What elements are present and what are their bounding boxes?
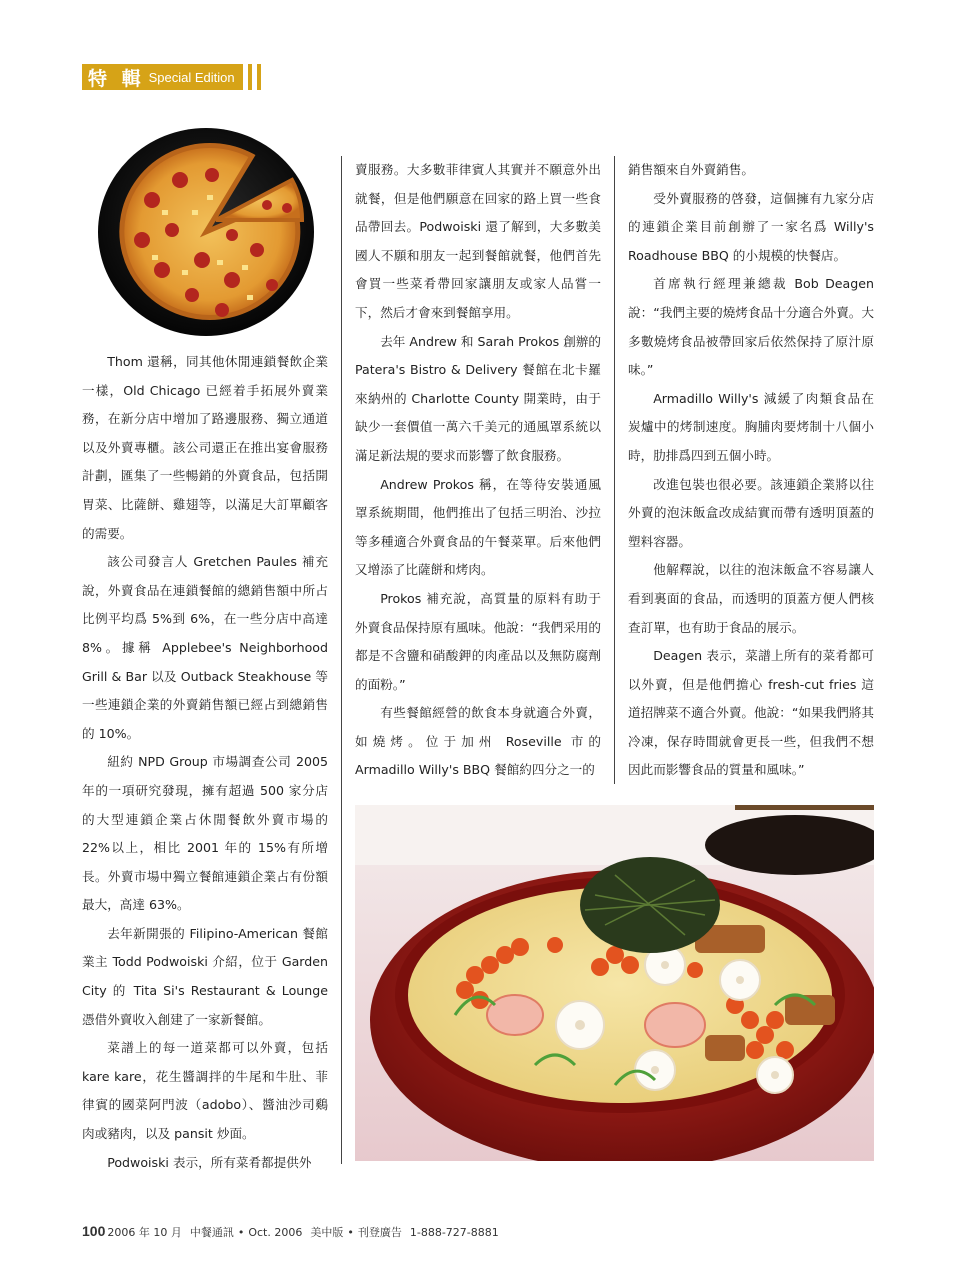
column-divider (341, 156, 342, 1164)
section-tag-en: Special Edition (148, 69, 235, 85)
header-bar (248, 64, 252, 90)
paragraph: 首席執行經理兼總裁 Bob Deagen 說：“我們主要的燒烤食品十分適合外賣。大多數燒烤食品被帶回家后依然保持了原汁原味。” (628, 276, 874, 378)
text-column-3 (628, 156, 874, 785)
pizza-photo (92, 120, 320, 340)
header-bar (257, 64, 261, 90)
column-divider (614, 156, 615, 784)
paragraph: 賣服務。大多數菲律賓人其實并不願意外出就餐，但是他們願意在回家的路上買一些食品帶回去。Podwoiski 還了解到，大多數美國人不願和朋友一起到餐館就餐，他們首先會買一些菜肴帶回家讓朋友或家人品嘗一下，然后才會來到餐館享用。 (355, 162, 601, 320)
paragraph: Andrew Prokos 稱，在等待安裝通風罩系統期間，他們推出了包括三明治、沙拉等多種適合外賣食品的午餐菜單。后來他們又增添了比薩餅和烤肉。 (355, 476, 601, 578)
paragraph: Prokos 補充說，高質量的原料有助于外賣食品保持原有風味。他說：“我們采用的都是不含鹽和硝酸鉀的肉產品以及無防腐劑的面粉。” (355, 590, 601, 692)
paragraph: 銷售額來自外賣銷售。 (628, 162, 754, 177)
paragraph: Thom 還稱，同其他休閒連鎖餐飲企業一樣，Old Chicago 已經着手拓展外賣業務，在新分店中增加了路邊服務、獨立通道以及外賣專櫃。該公司還正在推出宴會服務計劃，匯集了一些暢銷的外賣食品，包括開胃菜、比薩餅、雞翅等，以滿足大訂單顧客的需要。 (82, 354, 328, 541)
paragraph: 該公司發言人 Gretchen Paules 補充說，外賣食品在連鎖餐館的總銷售額中所占比例平均爲 5%到 6%，在一些分店中高達 8%。據稱 Applebee's Neighborhood Grill & Bar 以及 Outback Steakhouse 等一些連鎖企業的外賣銷售額已經占到總銷售的 10%。 (82, 554, 328, 741)
footer-publication: 中餐通訊 (189, 1226, 234, 1239)
text-column-2 (355, 156, 601, 785)
footer-date-en: Oct. 2006 (248, 1226, 303, 1239)
footer-ad: 刊登廣告 (357, 1226, 402, 1239)
page-footer: 100 2006 年 10 月 中餐通訊 • Oct. 2006 美中版 • 刊登廣告 1-888-727-8881 (82, 1223, 499, 1239)
paragraph: 改進包裝也很必要。該連鎖企業將以往外賣的泡沫飯盒改成結實而帶有透明頂蓋的塑料容器。 (628, 476, 874, 549)
paragraph: 去年新開張的 Filipino-American 餐館業主 Todd Podwoiski 介紹，位于 Garden City 的 Tita Si's Restaurant & Lounge 憑借外賣收入創建了一家新餐館。 (82, 925, 328, 1027)
paragraph: 去年 Andrew 和 Sarah Prokos 創辦的 Patera's Bistro & Delivery 餐館在北卡羅來納州的 Charlotte County 開業時，由于缺少一套價值一萬六千美元的通風罩系統以滿足新法規的要求而影響了飲食服務。 (355, 333, 601, 463)
paragraph: 他解釋說，以往的泡沫飯盒不容易讓人看到裏面的食品，而透明的頂蓋方便人們核查訂單，也有助于食品的展示。 (628, 562, 874, 635)
footer-edition: 美中版 (310, 1226, 344, 1239)
page-number: 100 (82, 1223, 106, 1239)
section-tag (82, 64, 243, 90)
rice-bowl-photo (355, 805, 874, 1161)
paragraph: Armadillo Willy's 減緩了肉類食品在炭爐中的烤制速度。胸脯肉要烤制十八個小時，肋排爲四到五個小時。 (628, 390, 874, 463)
paragraph: 紐約 NPD Group 市場調查公司 2005 年的一項研究發現，擁有超過 500 家分店的大型連鎖企業占休閒餐飲外賣市場的 22%以上，相比 2001 年的 15%有所增長。外賣市場中獨立餐館連鎖企業占有份額最大，高達 63%。 (82, 754, 328, 913)
footer-phone: 1-888-727-8881 (409, 1226, 499, 1239)
paragraph: 有些餐館經營的飲食本身就適合外賣，如燒烤。位于加州 Roseville 市的 Armadillo Willy's BBQ 餐館約四分之一的 (355, 705, 601, 778)
section-tag-cn: 特 輯 (88, 67, 145, 90)
text-column-1 (82, 348, 328, 1177)
paragraph: 受外賣服務的啓發，這個擁有九家分店的連鎖企業目前創辦了一家名爲 Willy's Roadhouse BBQ 的小規模的快餐店。 (628, 190, 874, 263)
section-header (82, 64, 261, 90)
paragraph: 菜譜上的每一道菜都可以外賣，包括 kare kare，花生醬調拌的牛尾和牛肚、菲律賓的國菜阿門波（adobo）、醬油沙司鷄肉或豬肉，以及 pansit 炒面。 (82, 1040, 328, 1142)
footer-date-cn: 2006 年 10 月 (107, 1226, 182, 1239)
paragraph: Podwoiski 表示，所有菜肴都提供外 (107, 1154, 312, 1170)
paragraph: Deagen 表示，菜譜上所有的菜肴都可以外賣，但是他們擔心 fresh-cut fries 這道招牌菜不適合外賣。他說：“如果我們將其冷凍，保存時間就會更長一些，但我們不想因此而影響食品的質量和風味。” (628, 648, 874, 778)
